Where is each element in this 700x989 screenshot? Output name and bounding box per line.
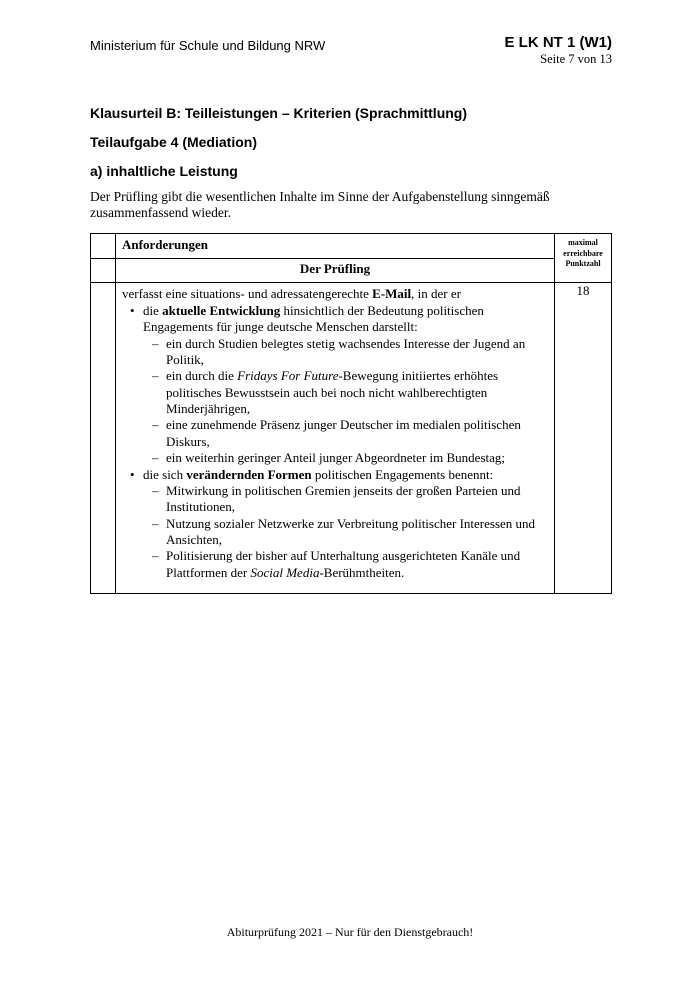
dash-marker: – (152, 335, 159, 351)
text-segment: Fridays For Future (237, 368, 339, 384)
sub-bullet-item (122, 417, 547, 450)
footer-note: Abiturprüfung 2021 – Nur für den Dienstgebrauch! (226, 925, 474, 939)
requirements-intro (122, 286, 547, 302)
sub-bullet-item (122, 516, 547, 549)
text-segment: , in der er (411, 286, 461, 302)
text-segment: eine zunehmende Präsenz junger Deutscher im medialen politischen Diskurs, (166, 417, 521, 449)
text-segment: Nutzung sozialer Netzwerke zur Verbreitung politischer Interessen und Ansichten, (166, 515, 536, 547)
subsection-heading: a) inhaltliche Leistung (90, 163, 238, 179)
text-segment: verfasst eine situations- und adressatengerechte (122, 286, 373, 302)
headings-block (90, 105, 612, 179)
text-segment: -Berühmtheiten. (319, 564, 405, 580)
dash-marker: – (152, 548, 159, 564)
text-segment: ein weiterhin geringer Anteil junger Abgeordneter im Bundestag; (166, 450, 505, 466)
section-heading: Klausurteil B: Teilleistungen – Kriterien (Sprachmittlung) (90, 105, 468, 121)
document-header (90, 34, 612, 67)
table-header-row (91, 234, 612, 259)
page-number: Seite 7 von 13 (540, 52, 612, 66)
sub-bullet-item (122, 368, 547, 417)
criteria-table (90, 233, 612, 594)
exam-code: E LK NT 1 (W1) (504, 34, 612, 51)
dash-marker: – (152, 450, 159, 466)
sub-bullet-item (122, 336, 547, 369)
points-header-cell: maximal erreichbare Punktzahl (555, 234, 612, 283)
dash-marker: – (152, 417, 159, 433)
sub-bullet-item (122, 548, 547, 581)
text-segment: die (143, 302, 163, 318)
requirements-header-cell: Anforderungen (116, 234, 555, 259)
requirements-content (116, 283, 555, 594)
ministry-title: Ministerium für Schule und Bildung NRW (90, 38, 326, 53)
dash-marker: – (152, 515, 159, 531)
subheader-cell: Der Prüfling (116, 259, 555, 283)
bullet-marker: • (130, 466, 135, 482)
task-heading: Teilaufgabe 4 (Mediation) (90, 134, 257, 150)
text-segment: hinsichtlich der Bedeutung politischen Engagements für junge deutsche Menschen darstellt: (143, 302, 484, 335)
dash-marker: – (152, 482, 159, 498)
intro-paragraph: Der Prüfling gibt die wesentlichen Inhalte im Sinne der Aufgabenstellung sinngemäß zusammenfassend wieder. (90, 189, 550, 221)
gutter-cell (91, 283, 116, 594)
sub-bullet-item (122, 450, 547, 466)
sub-bullet-item (122, 483, 547, 516)
table-body-row (91, 283, 612, 594)
header-right-block (505, 34, 613, 67)
bullet-item (122, 303, 547, 336)
text-segment: Mitwirkung in politischen Gremien jenseits der großen Parteien und Institutionen, (166, 482, 521, 515)
dash-marker: – (152, 368, 159, 384)
gutter-cell (91, 234, 116, 259)
table-subheader-row (91, 259, 612, 283)
text-segment: -Bewegung initiiertes erhöhtes politisches Bewusstsein auch bei noch nicht wahlberechtigten Minderjährigen, (166, 368, 499, 416)
text-segment: E-Mail (372, 286, 412, 302)
text-segment: aktuelle Entwicklung (162, 302, 281, 318)
text-segment: die sich (143, 466, 187, 482)
text-segment: politischen Engagements benennt: (311, 466, 494, 482)
gutter-cell (91, 259, 116, 283)
bullet-item (122, 467, 547, 483)
text-segment: Politisierung der bisher auf Unterhaltung ausgerichteten Kanäle und Plattformen der (166, 548, 521, 580)
text-segment: ein durch Studien belegtes stetig wachsendes Interesse der Jugend an Politik, (166, 335, 526, 367)
text-segment: ein durch die (166, 368, 238, 384)
text-segment: Social Media (250, 564, 320, 580)
bullet-marker: • (130, 302, 135, 318)
points-value-cell: 18 (555, 283, 612, 594)
text-segment: verändernden Formen (186, 466, 312, 482)
